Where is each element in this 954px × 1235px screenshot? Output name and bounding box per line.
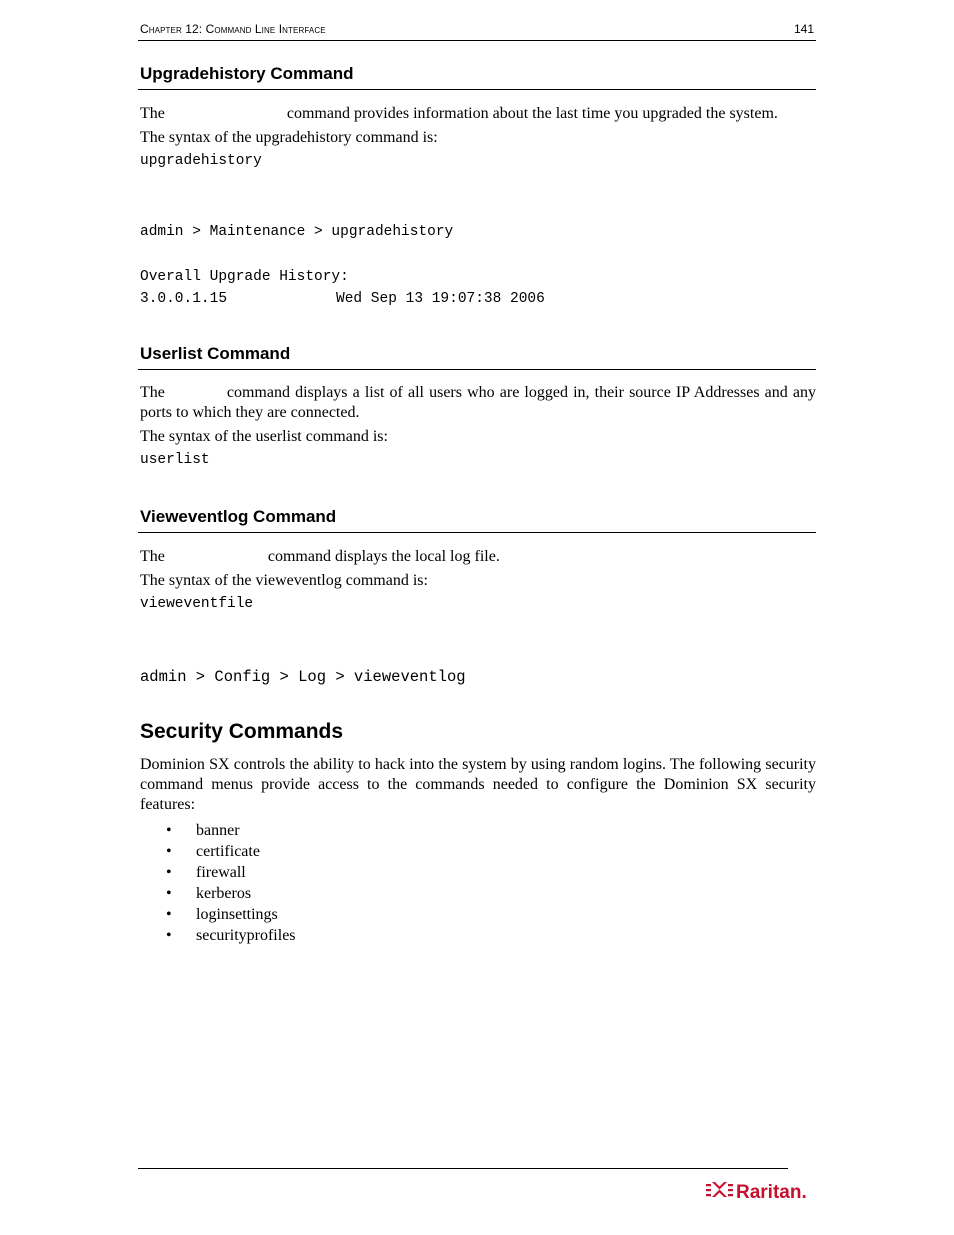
list-item — [166, 925, 296, 946]
raritan-logo-wordmark: Raritan. — [736, 1182, 807, 1203]
intro-lead: The — [140, 105, 165, 122]
security-intro: Dominion SX controls the ability to hack into the system by using random logins. The following security command menus provide access to the commands needed to configure the Dominion SX security features: — [140, 756, 816, 813]
userlist-syntax-code: userlist — [140, 452, 210, 468]
security-heading: Security Commands — [140, 720, 344, 743]
upgradehistory-syntax-line: The syntax of the upgradehistory command is: — [140, 129, 438, 146]
list-item — [166, 841, 296, 862]
section-rule — [138, 369, 816, 370]
section-rule — [138, 89, 816, 90]
list-item-label: loginsettings — [196, 906, 278, 923]
intro-lead: The — [140, 384, 165, 401]
footer-rule — [138, 1168, 788, 1169]
raritan-logo-mark-icon — [706, 1182, 733, 1197]
security-command-list — [166, 820, 296, 946]
bullet-icon: • — [166, 822, 172, 839]
header-rule — [138, 40, 816, 41]
running-header-chapter: Chapter 12: Command Line Interface — [140, 22, 326, 36]
list-item-label: securityprofiles — [196, 927, 296, 944]
vieweventlog-example-prompt: admin > Config > Log > vieweventlog — [140, 668, 466, 686]
userlist-heading: Userlist Command — [140, 344, 291, 363]
page-number: 141 — [793, 22, 814, 36]
upgradehistory-syntax-code: upgradehistory — [140, 153, 262, 169]
intro-rest: command displays the local log file. — [267, 548, 500, 565]
vieweventlog-syntax-code: vieweventfile — [140, 596, 254, 612]
intro-rest: command displays a list of all users who are logged in, their source IP Addresses and any ports to which they are connected. — [140, 384, 816, 421]
bullet-icon: • — [166, 906, 172, 923]
intro-lead: The — [140, 548, 165, 565]
upgradehistory-output-date: Wed Sep 13 19:07:38 2006 — [336, 291, 545, 307]
list-item-label: kerberos — [196, 885, 252, 902]
upgradehistory-output-title: Overall Upgrade History: — [140, 269, 349, 285]
list-item — [166, 904, 296, 925]
upgradehistory-heading: Upgradehistory Command — [140, 64, 354, 83]
upgradehistory-output-version: 3.0.0.1.15 — [140, 291, 228, 307]
raritan-logo — [706, 1178, 814, 1204]
userlist-intro — [140, 383, 816, 423]
bullet-icon: • — [166, 927, 172, 944]
section-rule — [138, 532, 816, 533]
bullet-icon: • — [166, 864, 172, 881]
upgradehistory-example-prompt: admin > Maintenance > upgradehistory — [140, 224, 454, 240]
vieweventlog-syntax-line: The syntax of the vieweventlog command is: — [140, 572, 428, 589]
userlist-syntax-line: The syntax of the userlist command is: — [140, 428, 388, 445]
vieweventlog-intro — [140, 547, 816, 567]
list-item — [166, 862, 296, 883]
list-item — [166, 820, 296, 841]
list-item-label: banner — [196, 822, 240, 839]
intro-rest: command provides information about the last time you upgraded the system. — [286, 105, 778, 122]
list-item — [166, 883, 296, 904]
list-item-label: firewall — [196, 864, 246, 881]
list-item-label: certificate — [196, 843, 260, 860]
bullet-icon: • — [166, 843, 172, 860]
vieweventlog-heading: Vieweventlog Command — [140, 507, 337, 526]
bullet-icon: • — [166, 885, 172, 902]
upgradehistory-intro — [140, 104, 816, 124]
